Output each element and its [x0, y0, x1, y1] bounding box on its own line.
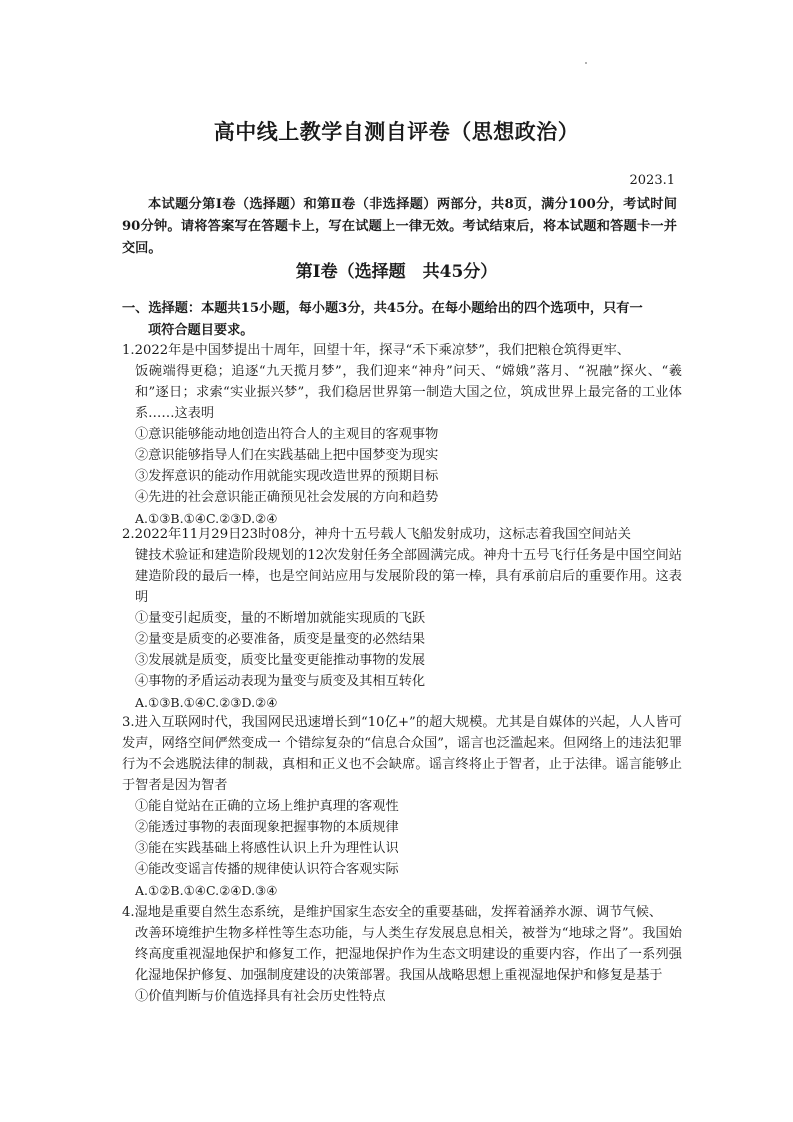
question-1-stem-first: 1.2022年是中国梦提出十周年，回望十年，探寻“禾下乘凉梦”，我们把粮仓筑得更牢、: [122, 343, 630, 358]
scan-dot: [585, 62, 587, 64]
question-4-option-1: ①价值判断与价值选择具有社会历史性特点: [135, 989, 386, 1004]
question-2-option-1: ①量变引起质变，量的不断增加就能实现质的飞跃: [135, 611, 426, 626]
question-2: [122, 524, 682, 713]
part-instructions-line1: 一、选择题：本题共15小题，每小题3分，共45分。在每小题给出的四个选项中，只有一: [122, 301, 643, 316]
question-1-option-2: ②意识能够指导人们在实践基础上把中国梦变为现实: [135, 448, 439, 463]
question-3-answers: A.①②B.①④C.②④D.③④: [135, 883, 278, 898]
question-1-option-3: ③发挥意识的能动作用就能实现改造世界的预期目标: [135, 469, 439, 484]
question-1-answers: A.①③B.①④C.②③D.②④: [135, 511, 278, 526]
question-2-option-3: ③发展就是质变，质变比量变更能推动事物的发展: [135, 653, 426, 668]
question-3-option-1: ①能自觉站在正确的立场上维护真理的客观性: [135, 799, 399, 814]
question-3-stem: 3.进入互联网时代，我国网民迅速增长到“10亿+”的超大规模。尤其是自媒体的兴起，人人皆可发声，网络空间俨然变成一 个错综复杂的“信息合众国”，谣言也泛滥起来。但网络上的违法犯罪行为不会逃脱法律的制裁，真相和正义也不会缺席。谣言终将止于智者，止于法律。谣言能够止于智者是因为智者: [122, 715, 682, 793]
exam-instructions: 本试题分第Ⅰ卷（选择题）和第Ⅱ卷（非选择题）两部分，共8页，满分100分，考试时间90分钟。请将答案写在答题卡上，写在试题上一律无效。考试结束后，将本试题和答题卡一并交回。: [122, 197, 677, 256]
part-instructions-line2: 项符合题目要求。: [148, 323, 254, 338]
question-2-option-4: ④事物的矛盾运动表现为量变与质变及其相互转化: [135, 674, 426, 689]
question-2-stem-rest: 键技术验证和建造阶段规划的12次发射任务全部圆满完成。神舟十五号飞行任务是中国空间站建造阶段的最后一棒，也是空间站应用与发展阶段的第一棒，具有承前启后的重要作用。这表明: [135, 548, 682, 605]
question-4-stem-first: 4.湿地是重要自然生态系统，是维护国家生态安全的重要基础，发挥着涵养水源、调节气候、: [122, 905, 663, 920]
question-3-option-2: ②能透过事物的表面现象把握事物的本质规律: [135, 820, 399, 835]
section-title: 第Ⅰ卷（选择题 共45分）: [295, 262, 498, 282]
question-1-stem-rest: 饭碗端得更稳；追逐“九天揽月梦”，我们迎来“神舟”问天、“嫦娥”落月、“祝融”探火、“羲和”逐日；求索“实业振兴梦”，我们稳居世界第一制造大国之位，筑成世界上最完备的工业体系……这表明: [135, 364, 682, 421]
question-2-stem-first: 2.2022年11月29日23时08分，神舟十五号载人飞船发射成功，这标志着我国空间站关: [122, 527, 631, 542]
question-2-answers: A.①③B.①④C.②③D.②④: [135, 695, 278, 710]
question-3: [122, 712, 682, 901]
question-3-option-4: ④能改变谣言传播的规律使认识符合客观实际: [135, 862, 399, 877]
question-4-stem-rest: 改善环境维护生物多样性等生态功能，与人类生存发展息息相关，被誉为“地球之肾”。我国始终高度重视湿地保护和修复工作，把湿地保护作为生态文明建设的重要内容，作出了一系列强化湿地保护修复、加强制度建设的决策部署。我国从战略思想上重视湿地保护和修复是基于: [135, 926, 682, 983]
exam-date: 2023.1: [629, 173, 675, 188]
question-3-option-3: ③能在实践基础上将感性认识上升为理性认识: [135, 841, 399, 856]
question-4: [122, 902, 682, 1007]
exam-title: 高中线上教学自测自评卷（思想政治）: [213, 119, 580, 144]
part-instructions: [122, 298, 682, 342]
question-1: [122, 340, 682, 529]
question-1-option-1: ①意识能够能动地创造出符合人的主观目的客观事物: [135, 427, 439, 442]
question-1-option-4: ④先进的社会意识能正确预见社会发展的方向和趋势: [135, 490, 439, 505]
question-2-option-2: ②量变是质变的必要准备，质变是量变的必然结果: [135, 632, 426, 647]
